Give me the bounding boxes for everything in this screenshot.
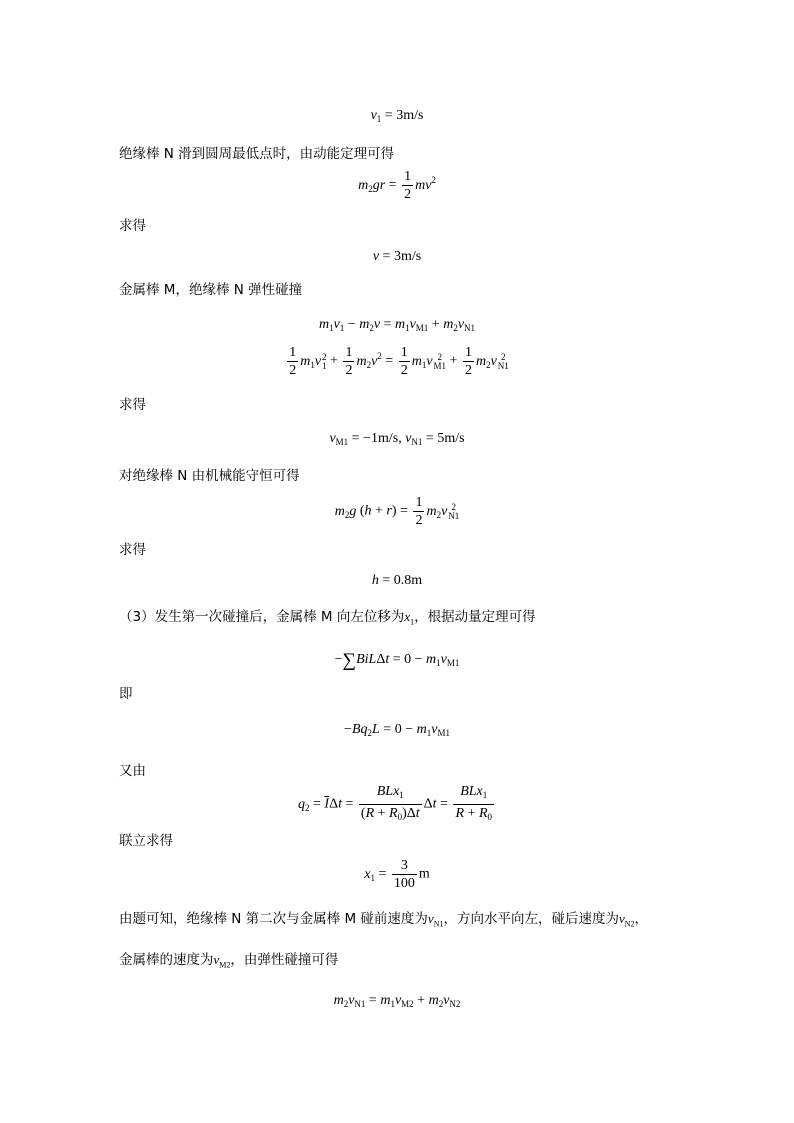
text-line-12a: 金属棒的速度为 — [119, 952, 214, 968]
equation-charge-impulse: $-Bq_2L = 0 - m_1v_{M1}$ — [344, 722, 450, 738]
text-line-7 — [119, 608, 536, 632]
var-x1: $x_1$ — [404, 609, 415, 627]
equation-v: v = 3m/s — [372, 249, 422, 264]
text-line-11c: ， — [634, 911, 649, 927]
equation-energy-conservation: $m_2g$ (h + r) = $\frac{1}{2}$ $m_2v$ 2 N1 — [334, 495, 460, 528]
equation-charge: $q_2 = \overline{I}\Delta t$ = $\frac{BLx_1}{(R + R_0)\Delta t}$ Δt = $\frac{BLx_1}{R + R_0}$ — [298, 784, 492, 822]
text-line-1: 绝缘棒 N 滑到圆周最低点时，由动能定理可得 — [119, 146, 395, 162]
text-line-5: 对绝缘棒 N 由机械能守恒可得 — [119, 468, 300, 484]
text-line-11a: 由题可知，绝缘棒 N 第二次与金属棒 M 碰前速度为 — [119, 911, 428, 927]
text-line-12 — [119, 951, 338, 975]
text-line-2: 求得 — [119, 218, 146, 234]
equation-momentum-2: $m_2v_{N1} = m_1v_{M2} + m_2v_{N2}$ — [333, 993, 461, 1009]
text-line-7b: ，根据动量定理可得 — [414, 609, 536, 625]
equation-kinetic-energy: $\frac{1}{2}$ $m_1v$ 2 1 + $\frac{1}{2}$ $m_2v^2$ = $\frac{1}{2}$ $m_1v$ 2 M1 + $\frac{1}{2}$ $m_2v$ 2 N1 — [289, 345, 509, 378]
text-line-9: 又由 — [119, 763, 146, 779]
text-line-6: 求得 — [119, 542, 146, 558]
var-vN1: $v_{N1}$ — [427, 911, 444, 929]
var-vM2: $v_{M2}$ — [213, 952, 231, 970]
equation-velocities: $v_{M1} = -1m/s$, $v_{N1} = 5m/s$ — [329, 431, 465, 447]
text-line-8: 即 — [119, 686, 133, 702]
equation-h: h = 0.8m — [371, 573, 423, 588]
text-line-12b: ，由弹性碰撞可得 — [230, 952, 339, 968]
text-line-3: 金属棒 M，绝缘棒 N 弹性碰撞 — [119, 282, 303, 298]
equation-energy-1: $m_2gr$ = $\frac{1}{2}$ $mv^2$ — [358, 169, 436, 202]
equation-x1: $x_1$ = $\frac{3}{100}$ m — [364, 858, 430, 891]
equation-momentum: $m_1v_1 - m_2v = m_1v_{M1} + m_2v_{N1}$ — [318, 317, 476, 333]
text-line-11b: ，方向水平向左，碰后速度为 — [443, 911, 619, 927]
equation-v1: $v_1 = 3m/s$ — [370, 108, 424, 124]
equation-impulse: $-\sum BiL\Delta t = 0 - m_1v_{M1}$ — [334, 650, 460, 671]
var-vN2: $v_{N2}$ — [618, 911, 635, 929]
text-line-4: 求得 — [119, 397, 146, 413]
text-line-7a: （3）发生第一次碰撞后，金属棒 M 向左位移为 — [119, 609, 405, 625]
text-line-11 — [119, 910, 648, 934]
text-line-10: 联立求得 — [119, 833, 173, 849]
